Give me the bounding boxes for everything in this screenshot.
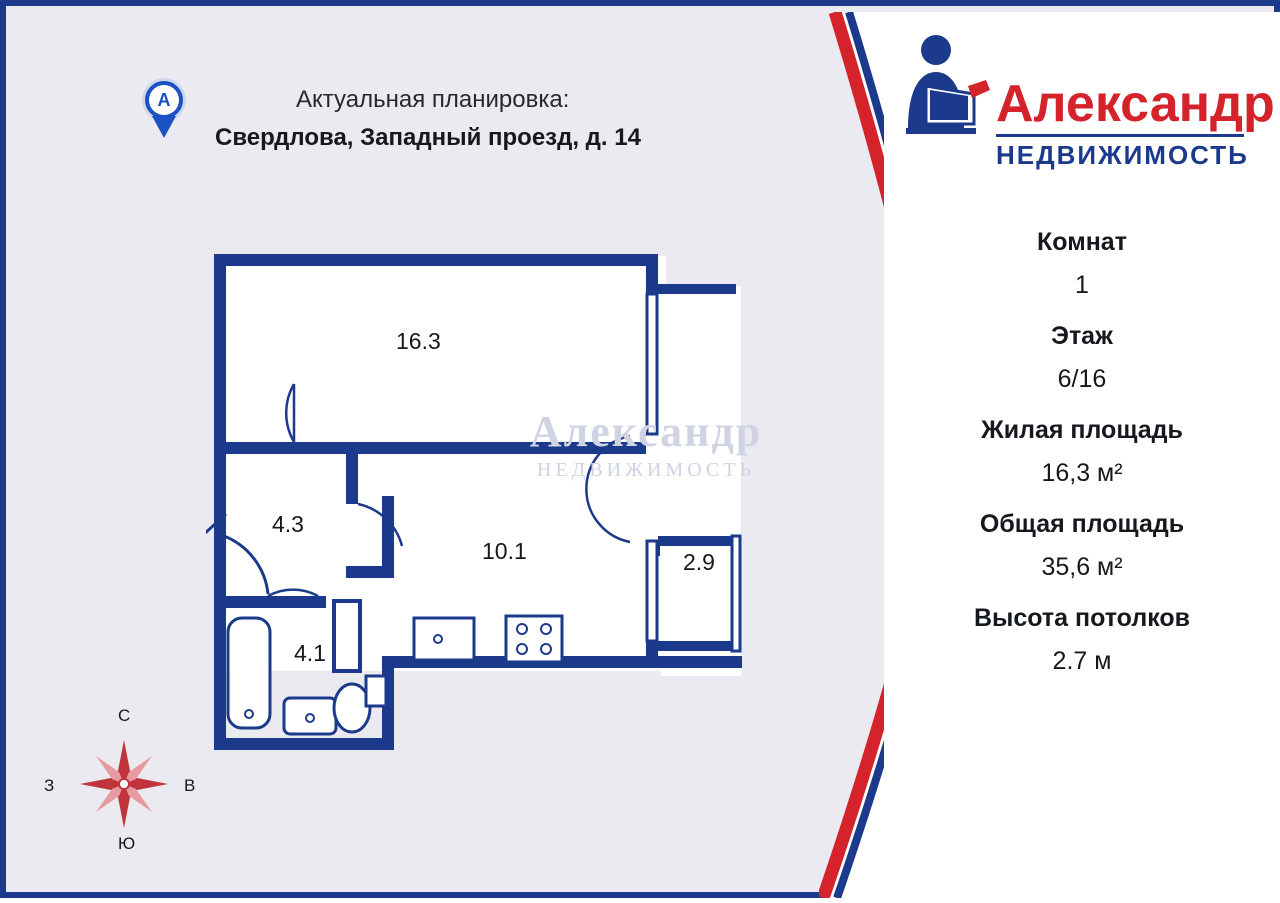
- stove-icon: [506, 616, 562, 662]
- sink-icon: [284, 698, 336, 734]
- map-pin-icon: [142, 78, 186, 150]
- room-area-kitchen: 10.1: [482, 538, 527, 564]
- compass-north-label: С: [118, 706, 131, 725]
- spec-label-total-area: Общая площадь: [979, 510, 1185, 538]
- floor-plan: [206, 246, 756, 766]
- floor-plan-svg: [206, 246, 756, 766]
- room-area-bathroom: 4.1: [294, 640, 326, 666]
- bathtub-icon: [228, 618, 270, 728]
- compass-east-label: В: [184, 776, 196, 795]
- compass-south-label: Ю: [118, 834, 136, 853]
- compass-rose: [44, 706, 196, 856]
- logo-name: Александр: [996, 75, 1275, 133]
- compass-west-label: З: [44, 776, 55, 795]
- room-area-balcony: 2.9: [683, 549, 715, 575]
- kitchen-sink-icon: [414, 618, 474, 660]
- room-area-hallway: 4.3: [272, 511, 304, 537]
- spec-label-floor: Этаж: [1051, 322, 1113, 350]
- spec-value-living-area: 16,3 м²: [1041, 459, 1123, 487]
- spec-value-rooms: 1: [1075, 271, 1089, 299]
- logo-subtitle: НЕДВИЖИМОСТЬ: [996, 140, 1249, 170]
- company-logo: [886, 28, 1275, 178]
- property-specs: [884, 228, 1280, 676]
- pin-tail: [152, 116, 176, 138]
- spec-label-living-area: Жилая площадь: [981, 416, 1183, 444]
- spec-value-total-area: 35,6 м²: [1041, 553, 1123, 581]
- spec-value-floor: 6/16: [1057, 365, 1107, 393]
- watermark-line2: НЕДВИЖИМОСТЬ: [537, 459, 755, 481]
- room-area-living: 16.3: [396, 328, 441, 354]
- spec-value-ceiling-height: 2.7 м: [1052, 647, 1112, 675]
- spec-label-rooms: Комнат: [1037, 228, 1127, 256]
- page-title: Свердлова, Западный проезд, д. 14: [215, 124, 641, 151]
- header-subtitle: Актуальная планировка:: [296, 86, 570, 113]
- watermark-line1: Александр: [529, 407, 763, 456]
- realtor-figure-icon: [886, 28, 991, 168]
- spec-label-ceiling-height: Высота потолков: [973, 604, 1191, 632]
- pin-letter: A: [149, 85, 179, 115]
- logo-divider: [996, 134, 1244, 137]
